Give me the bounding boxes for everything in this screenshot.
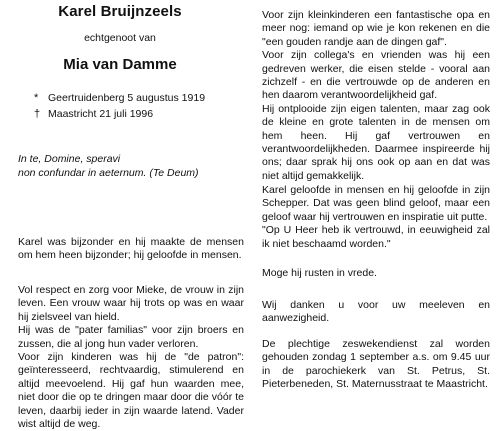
birth-date: Geertruidenberg 5 augustus 1919 — [48, 92, 206, 104]
intro-paragraph: Karel was bijzonder en hij maakte de mensen om hem heen bijzonder; hij geloofde in mensen. — [18, 236, 244, 262]
closing-wish: Moge hij rusten in vrede. — [262, 267, 377, 279]
paragraph-line: Voor zijn kleinkinderen een fantastische opa en meer nog: iemand op wie je kon rekenen en die "een gouden randje aan de dingen gaf". — [262, 9, 490, 48]
grandchildren-paragraph — [262, 9, 490, 183]
latin-quote — [18, 152, 238, 180]
death-cross-icon: † — [34, 108, 41, 120]
birth-star-icon: * — [34, 92, 39, 104]
family-paragraph — [18, 284, 244, 431]
thanks-paragraph: Wij danken u voor uw meeleven en aanwezigheid. — [262, 299, 490, 325]
quote-line: In te, Domine, speravi — [18, 153, 121, 165]
death-line — [34, 108, 153, 120]
paragraph-line: Voor zijn collega's en vrienden was hij een gedreven werker, die eisen stelde - vooral aan zichzelf - en die vertrouwde op de anderen en hen daarom verantwoordelijkheid gaf. — [262, 49, 490, 102]
deceased-name: Karel Bruijnzeels — [58, 3, 182, 20]
paragraph-line: "Op U Heer heb ik vertrouwd, in eeuwigheid zal ik niet beschaamd worden." — [262, 224, 490, 250]
spouse-name: Mia van Damme — [63, 56, 177, 73]
mass-announcement: De plechtige zeswekendienst zal worden gehouden zondag 1 september a.s. om 9.45 uur in de parochiekerk van St. Petrus, St. Pieterbeneden, St. Maternusstraat te Maastricht. — [262, 338, 490, 391]
paragraph-line: Karel geloofde in mensen en hij geloofde in zijn Schepper. Dat was geen blind geloof, maar een geloof waar hij vertrouwen en inspiratie uit putte. — [262, 184, 490, 223]
faith-paragraph — [262, 184, 490, 251]
left-column — [14, 0, 244, 431]
card-header — [14, 3, 226, 73]
quote-line: non confundar in aeternum. (Te Deum) — [18, 167, 199, 179]
paragraph-line: Hij ontplooide zijn eigen talenten, maar zag ook de kleine en grote talenten in de mensen om hem heen. Hij gaf vertrouwen en verantwoordelijkheden. Daarmee inspireerde hij ons; daar sprak hij ons ook op aan en dat was niet altijd gemakkelijk. — [262, 102, 490, 182]
death-date: Maastricht 21 juli 1996 — [48, 108, 154, 120]
relation-label: echtgenoot van — [84, 32, 156, 44]
paragraph-line: Hij was de "pater familias" voor zijn broers en zussen, die al jong hun vader verloren. — [18, 324, 244, 350]
birth-line — [34, 92, 205, 104]
paragraph-line: Voor zijn kinderen was hij de "de patron": geïnteresseerd, rechtvaardig, stimulerend en altijd meevoelend. Hij gaf hun waarden mee, niet door die op te dringen maar door die vóór te leven, daarbij ieder in zijn waarde latend. Vader wist altijd de weg. — [18, 351, 244, 431]
paragraph-line: Vol respect en zorg voor Mieke, de vrouw in zijn leven. Een vrouw waar hij trots op was en waar hij zielsveel van hield. — [18, 284, 244, 323]
